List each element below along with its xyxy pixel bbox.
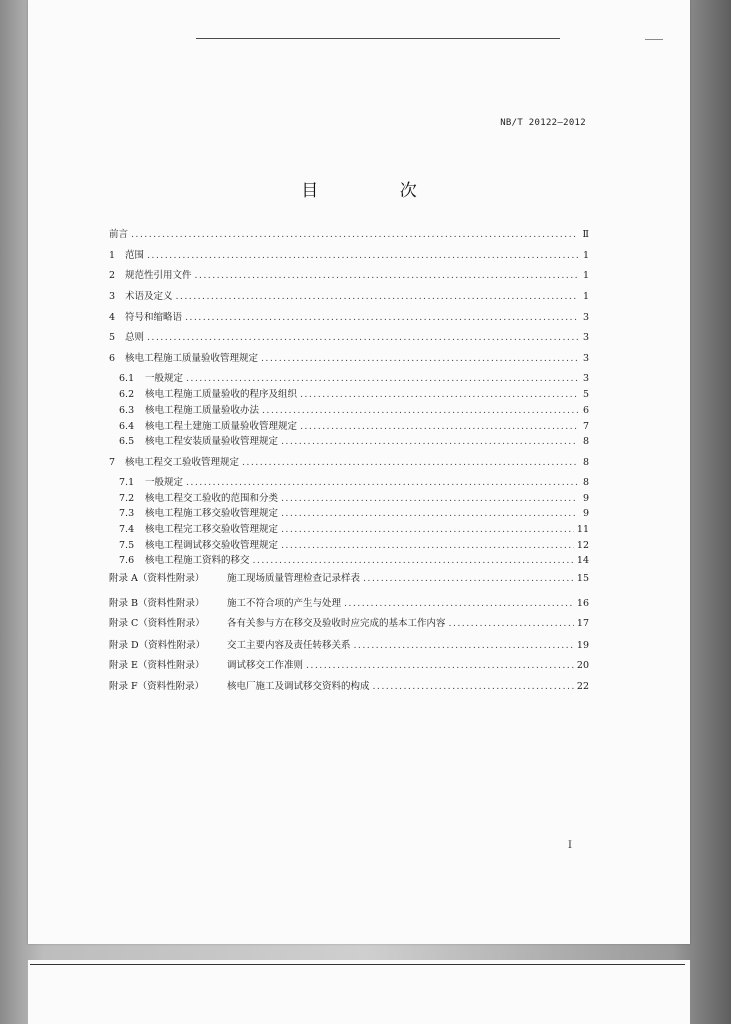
appendix-entry[interactable] bbox=[109, 572, 589, 586]
toc-entry-label: 核电工程调试移交验收管理规定 bbox=[145, 540, 279, 551]
toc-title: 目 次 bbox=[301, 181, 455, 201]
toc-entry-number: 1 bbox=[109, 250, 116, 261]
appendix-entry[interactable] bbox=[109, 680, 589, 694]
dot-leader bbox=[300, 420, 578, 434]
toc-entry-label: 核电工程土建施工质量验收管理规定 bbox=[145, 421, 298, 432]
toc-entry[interactable] bbox=[119, 420, 589, 434]
appendix-label: 各有关参与方在移交及验收时应完成的基本工作内容 bbox=[227, 618, 446, 629]
appendix-page: 20 bbox=[576, 660, 589, 671]
appendix-entry[interactable] bbox=[109, 639, 589, 653]
toc-entry-number: 6.4 bbox=[119, 421, 135, 432]
header-rule-fragment bbox=[645, 39, 663, 40]
toc-entry-label: 术语及定义 bbox=[125, 291, 173, 302]
appendix-page: 16 bbox=[576, 598, 589, 609]
toc-entry-page: 5 bbox=[582, 389, 589, 400]
toc-entry-label: 核电工程完工移交验收管理规定 bbox=[145, 524, 279, 535]
appendix-entry[interactable] bbox=[109, 617, 589, 631]
toc-entry-page: 1 bbox=[582, 291, 589, 302]
dot-leader bbox=[281, 523, 574, 537]
appendix-label: 调试移交工作准则 bbox=[227, 660, 304, 671]
dot-leader bbox=[147, 249, 578, 263]
dot-leader bbox=[354, 639, 574, 653]
toc-entry-label: 规范性引用文件 bbox=[125, 270, 192, 281]
dot-leader bbox=[195, 269, 578, 283]
toc-entry-page: 8 bbox=[582, 477, 589, 488]
toc-entry-number: 6.2 bbox=[119, 389, 135, 400]
appendix-number: 附录 A（资料性附录） bbox=[109, 573, 205, 584]
next-page-fragment bbox=[28, 960, 690, 1024]
dot-leader bbox=[281, 435, 578, 449]
dot-leader bbox=[344, 597, 574, 611]
toc-entry-number: 6 bbox=[109, 353, 116, 364]
toc-entry-label: 核电工程交工验收管理规定 bbox=[125, 457, 240, 468]
toc-entry-label: 核电工程施工质量验收办法 bbox=[145, 405, 260, 416]
toc-entry-page: 9 bbox=[582, 508, 589, 519]
appendix-entry[interactable] bbox=[109, 597, 589, 611]
appendix-number: 附录 D（资料性附录） bbox=[109, 640, 206, 651]
toc-entry[interactable] bbox=[109, 352, 589, 366]
dot-leader bbox=[131, 228, 578, 242]
toc-entry[interactable] bbox=[119, 539, 589, 553]
toc-entry[interactable] bbox=[119, 492, 589, 506]
appendix-label: 交工主要内容及责任转移关系 bbox=[227, 640, 351, 651]
appendix-label: 施工现场质量管理检查记录样表 bbox=[227, 573, 361, 584]
toc-entry-page: 1 bbox=[582, 250, 589, 261]
dot-leader bbox=[253, 554, 574, 568]
toc-entry-page: 8 bbox=[582, 457, 589, 468]
toc-entry-number: 7.1 bbox=[119, 477, 135, 488]
toc-entry-page: Ⅱ bbox=[582, 229, 589, 240]
toc-entry[interactable] bbox=[119, 523, 589, 537]
dot-leader bbox=[281, 492, 578, 506]
appendix-number: 附录 C（资料性附录） bbox=[109, 618, 205, 629]
toc-entry-page: 3 bbox=[582, 373, 589, 384]
appendix-label: 核电厂施工及调试移交资料的构成 bbox=[227, 681, 370, 692]
toc-entry-label: 核电工程交工验收的范围和分类 bbox=[145, 493, 279, 504]
dot-leader bbox=[147, 331, 578, 345]
toc-entry-label: 总则 bbox=[125, 332, 145, 343]
toc-entry-label: 范围 bbox=[125, 250, 145, 261]
toc-entry-page: 11 bbox=[576, 524, 589, 535]
document-page bbox=[28, 0, 690, 944]
toc-entry-page: 14 bbox=[576, 555, 589, 566]
toc-entry-number: 4 bbox=[109, 312, 116, 323]
dot-leader bbox=[261, 352, 578, 366]
toc-entry-number: 6.1 bbox=[119, 373, 135, 384]
appendix-number: 附录 E（资料性附录） bbox=[109, 660, 205, 671]
toc-entry[interactable] bbox=[109, 249, 589, 263]
toc-entry-number: 7 bbox=[109, 457, 116, 468]
appendix-number: 附录 F（资料性附录） bbox=[109, 681, 205, 692]
toc-entry-label: 核电工程施工资料的移交 bbox=[145, 555, 250, 566]
appendix-page: 15 bbox=[576, 573, 589, 584]
toc-entry-label: 前言 bbox=[109, 229, 129, 240]
dot-leader bbox=[186, 372, 578, 386]
dot-leader bbox=[186, 476, 578, 490]
toc-entry-number: 7.2 bbox=[119, 493, 135, 504]
toc-entry[interactable] bbox=[109, 331, 589, 345]
appendix-page: 19 bbox=[576, 640, 589, 651]
toc-entry-label: 核电工程施工移交验收管理规定 bbox=[145, 508, 279, 519]
toc-entry-page: 8 bbox=[582, 436, 589, 447]
toc-entry-label: 一般规定 bbox=[145, 477, 184, 488]
toc-entry[interactable] bbox=[109, 269, 589, 283]
dot-leader bbox=[185, 311, 578, 325]
page-number: I bbox=[568, 840, 572, 851]
dot-leader bbox=[281, 507, 578, 521]
toc-entry-number: 6.3 bbox=[119, 405, 135, 416]
appendix-entry[interactable] bbox=[109, 659, 589, 673]
toc-entry-page: 12 bbox=[576, 540, 589, 551]
toc-entry-number: 7.5 bbox=[119, 540, 135, 551]
appendix-page: 22 bbox=[576, 681, 589, 692]
toc-entry-number: 6.5 bbox=[119, 436, 135, 447]
toc-entry-number: 7.6 bbox=[119, 555, 135, 566]
standard-code: NB/T 20122—2012 bbox=[500, 118, 586, 128]
toc-entry-label: 一般规定 bbox=[145, 373, 184, 384]
toc-entry[interactable] bbox=[119, 388, 589, 402]
toc-entry-number: 2 bbox=[109, 270, 116, 281]
dot-leader bbox=[373, 680, 574, 694]
toc-entry[interactable] bbox=[119, 435, 589, 449]
toc-entry-label: 核电工程施工质量验收管理规定 bbox=[125, 353, 259, 364]
header-rule bbox=[196, 38, 560, 39]
toc-entry[interactable] bbox=[109, 290, 589, 304]
toc-entry-label: 符号和缩略语 bbox=[125, 312, 183, 323]
toc-entry-page: 3 bbox=[582, 312, 589, 323]
toc-entry[interactable] bbox=[119, 476, 589, 490]
toc-entry[interactable] bbox=[109, 228, 589, 242]
toc-entry-number: 7.3 bbox=[119, 508, 135, 519]
appendix-label: 施工不符合项的产生与处理 bbox=[227, 598, 342, 609]
dot-leader bbox=[262, 404, 578, 418]
toc-entry-page: 6 bbox=[582, 405, 589, 416]
toc-entry-label: 核电工程施工质量验收的程序及组织 bbox=[145, 389, 298, 400]
toc-entry[interactable] bbox=[109, 311, 589, 325]
toc-entry-number: 5 bbox=[109, 332, 116, 343]
dot-leader bbox=[281, 539, 574, 553]
toc-entry-page: 9 bbox=[582, 493, 589, 504]
toc-entry-label: 核电工程安装质量验收管理规定 bbox=[145, 436, 279, 447]
toc-entry-page: 3 bbox=[582, 353, 589, 364]
appendix-number: 附录 B（资料性附录） bbox=[109, 598, 205, 609]
toc-entry[interactable] bbox=[119, 372, 589, 386]
toc-entry[interactable] bbox=[119, 404, 589, 418]
toc-entry[interactable] bbox=[109, 456, 589, 470]
dot-leader bbox=[306, 659, 574, 673]
dot-leader bbox=[242, 456, 578, 470]
toc-entry-number: 3 bbox=[109, 291, 116, 302]
dot-leader bbox=[449, 617, 574, 631]
dot-leader bbox=[363, 572, 574, 586]
toc-entry[interactable] bbox=[119, 554, 589, 568]
dot-leader bbox=[300, 388, 578, 402]
toc-entry-number: 7.4 bbox=[119, 524, 135, 535]
next-page-header-rule bbox=[30, 964, 685, 965]
toc-entry-page: 7 bbox=[582, 421, 589, 432]
dot-leader bbox=[176, 290, 578, 304]
appendix-page: 17 bbox=[576, 618, 589, 629]
toc-entry-page: 1 bbox=[582, 270, 589, 281]
toc-entry[interactable] bbox=[119, 507, 589, 521]
toc-entry-page: 3 bbox=[582, 332, 589, 343]
